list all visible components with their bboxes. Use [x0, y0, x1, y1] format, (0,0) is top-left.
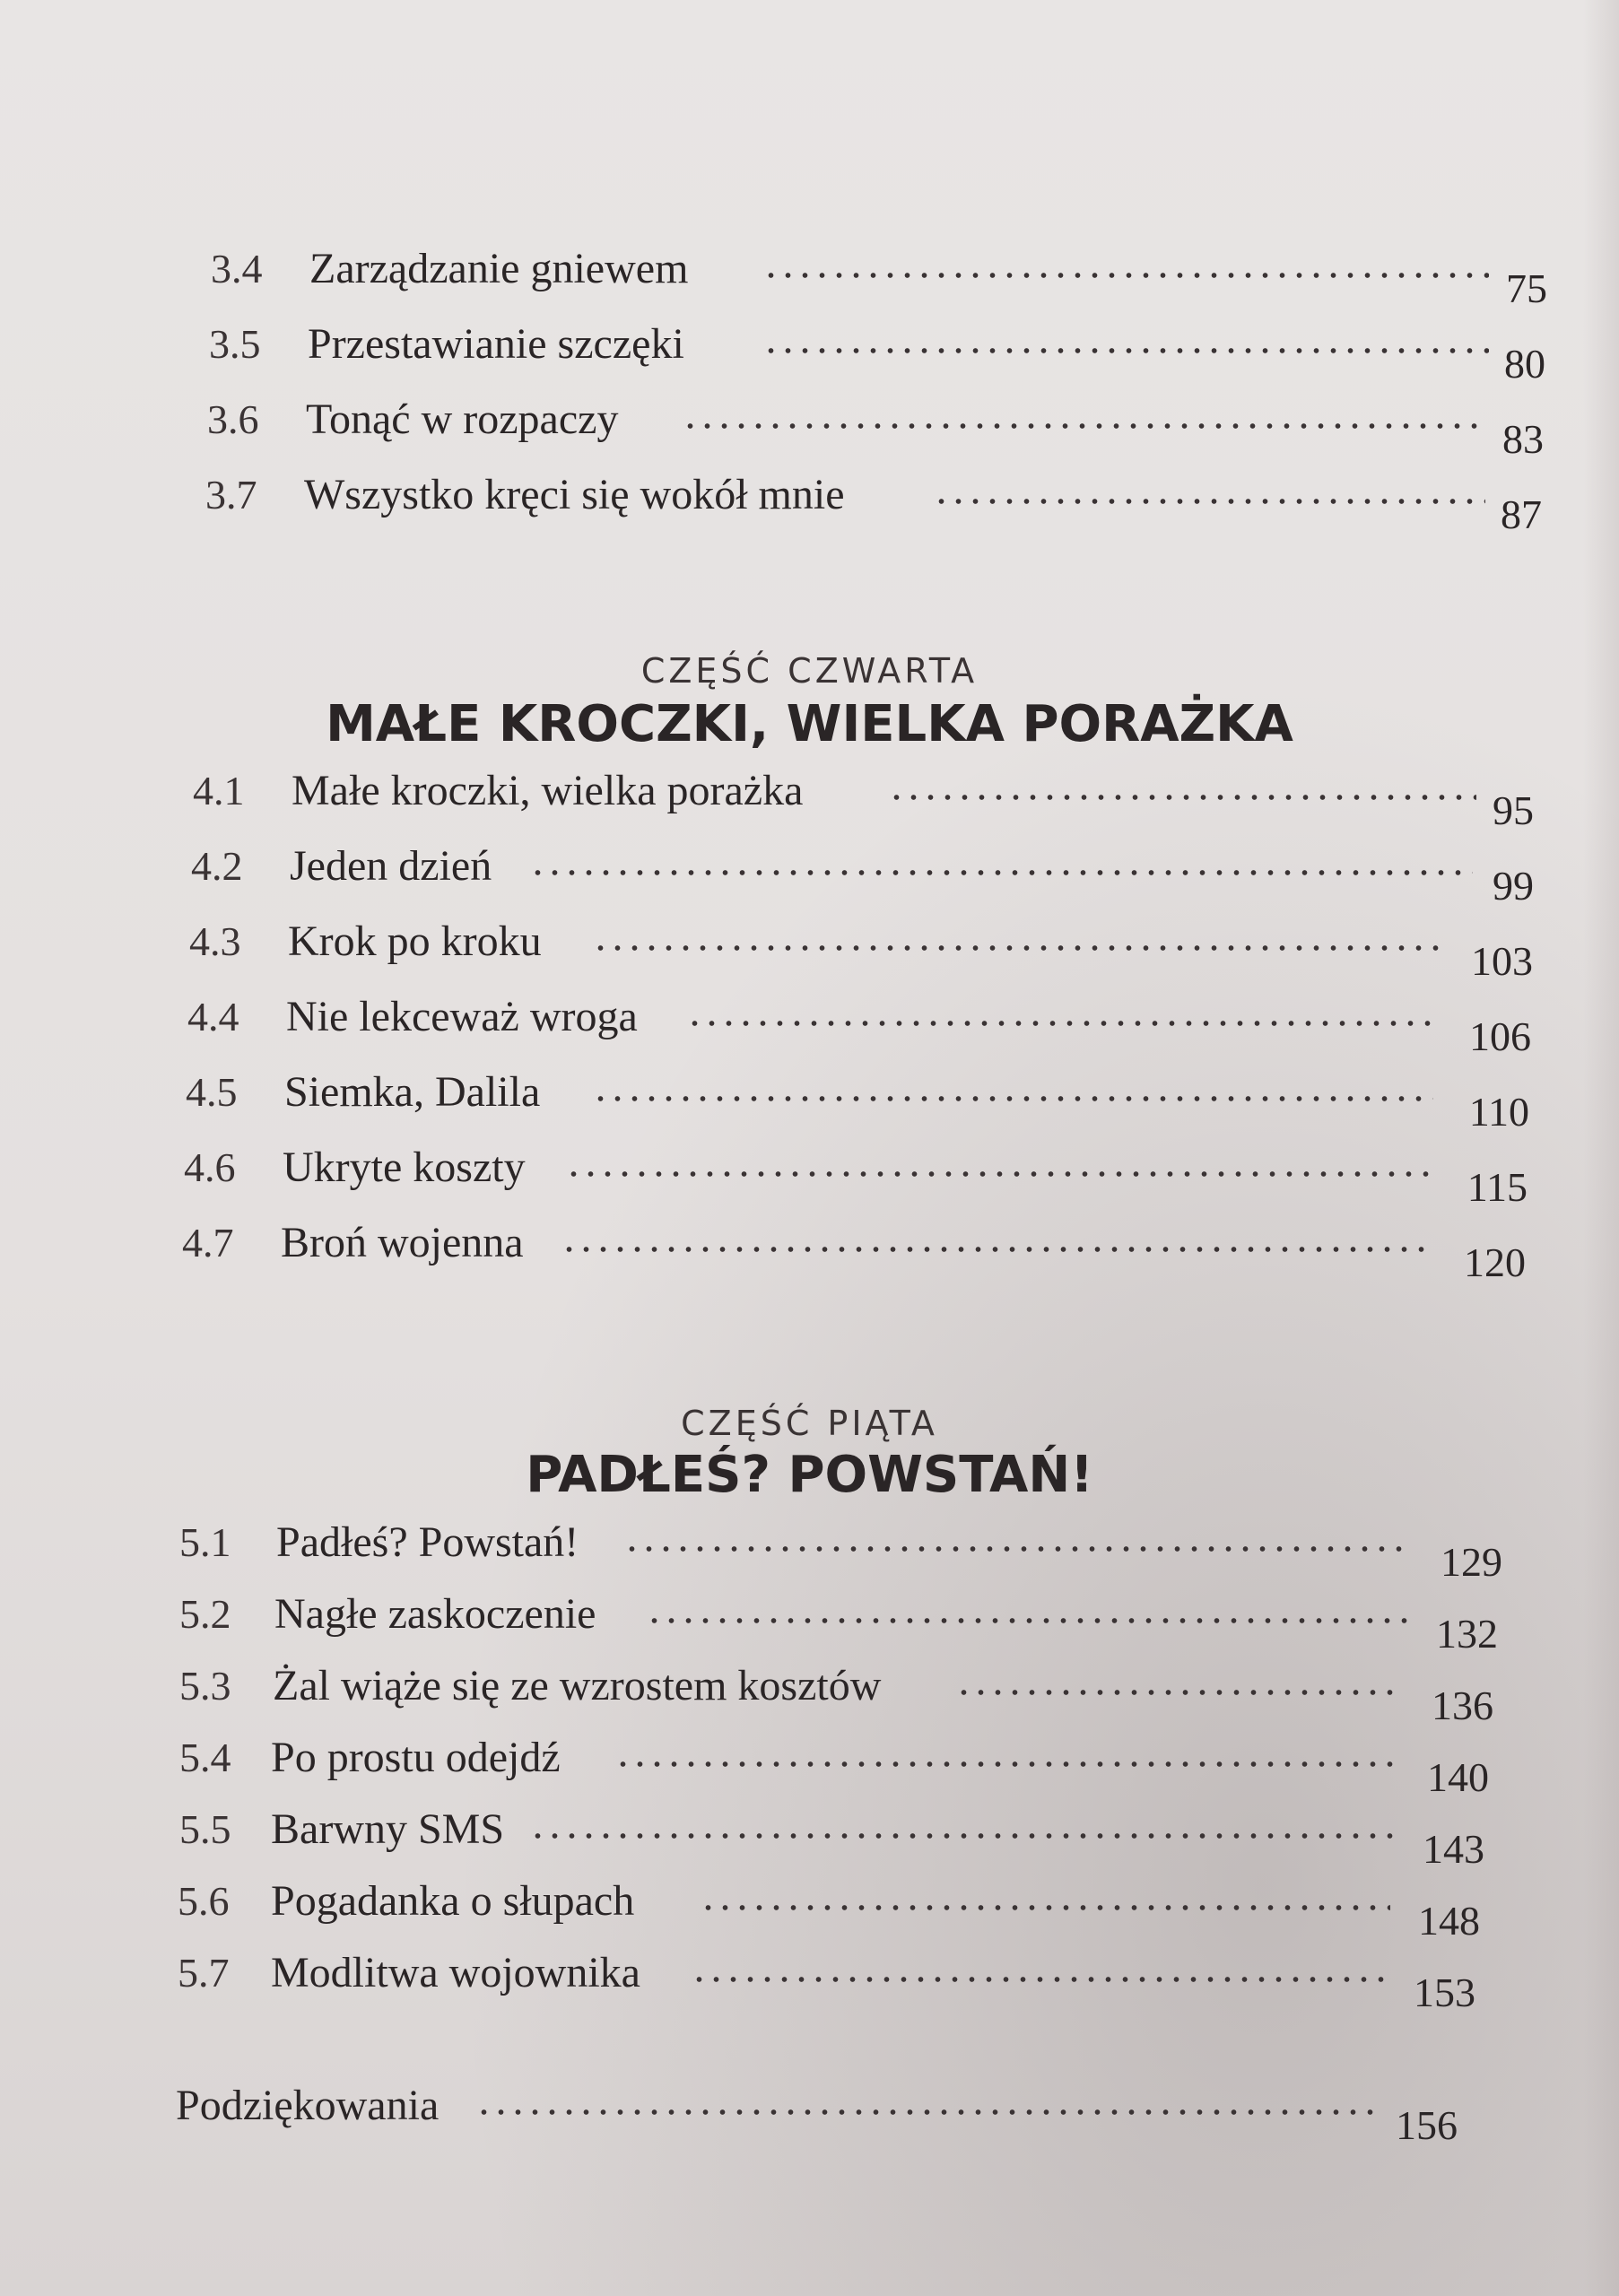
- toc-entry: [0, 1065, 1619, 1141]
- toc-entry: [0, 468, 1619, 544]
- entry-page: 120: [1464, 1239, 1526, 1285]
- toc-entry: [0, 839, 1619, 915]
- entry-number: 5.5: [179, 1806, 231, 1852]
- part-label: CZĘŚĆ CZWARTA: [640, 651, 979, 691]
- entry-title: Podziękowania: [176, 2082, 440, 2129]
- entry-number: 4.6: [184, 1144, 236, 1190]
- dot-leader: [646, 1614, 1408, 1627]
- entry-page: 148: [1418, 1898, 1480, 1944]
- toc-entry: [0, 1216, 1619, 1292]
- dot-leader: [592, 1092, 1433, 1105]
- entry-title: Małe kroczki, wielka porażka: [292, 767, 804, 814]
- entry-title: Wszystko kręci się wokół mnie: [304, 471, 845, 518]
- entry-title: Tonąć w rozpaczy: [306, 396, 619, 443]
- dot-leader: [762, 344, 1489, 357]
- entry-title: Ukryte koszty: [283, 1144, 526, 1191]
- toc-entry: [0, 1803, 1619, 1874]
- entry-number: 5.6: [178, 1878, 230, 1924]
- dot-leader: [565, 1168, 1432, 1180]
- dot-leader: [561, 1243, 1429, 1256]
- entry-number: 5.1: [179, 1519, 231, 1565]
- dot-leader: [762, 269, 1489, 282]
- entry-page: 140: [1427, 1754, 1489, 1800]
- entry-page: 99: [1493, 863, 1534, 909]
- entry-title: Pogadanka o słupach: [271, 1877, 635, 1925]
- toc-entry: [0, 1874, 1619, 1946]
- entry-title: Nie lekceważ wroga: [286, 993, 638, 1040]
- entry-title: Zarządzanie gniewem: [309, 245, 689, 292]
- toc-entry: [0, 915, 1619, 990]
- entry-title: Żal wiąże się ze wzrostem kosztów: [273, 1662, 882, 1709]
- entry-page: 110: [1468, 1089, 1529, 1135]
- entry-number: 5.2: [179, 1591, 231, 1637]
- toc-entry: [0, 2079, 1619, 2154]
- entry-title: Nagłe zaskoczenie: [274, 1590, 596, 1638]
- entry-page: 153: [1414, 1970, 1475, 2015]
- entry-number: 5.7: [178, 1950, 230, 1996]
- entry-page: 129: [1441, 1539, 1502, 1585]
- entry-page: 136: [1432, 1683, 1493, 1728]
- part-title: PADŁEŚ? POWSTAŃ!: [526, 1446, 1093, 1504]
- toc-entry: [0, 1659, 1619, 1731]
- entry-number: 5.3: [179, 1663, 231, 1709]
- entry-title: Modlitwa wojownika: [271, 1949, 640, 1996]
- dot-leader: [700, 1901, 1390, 1914]
- toc-section-4: [0, 764, 1619, 1292]
- part-title: MAŁE KROCZKI, WIELKA PORAŻKA: [326, 695, 1293, 753]
- dot-leader: [686, 1017, 1436, 1030]
- toc-entry: [0, 1946, 1619, 2018]
- entry-title: Przestawianie szczęki: [308, 320, 684, 368]
- entry-number: 4.3: [189, 918, 241, 964]
- dot-leader: [955, 1686, 1404, 1699]
- entry-page: 156: [1396, 2102, 1458, 2148]
- entry-page: 80: [1504, 341, 1545, 387]
- entry-number: 4.4: [187, 994, 239, 1039]
- dot-leader: [691, 1973, 1386, 1986]
- toc-acknowledgements: [0, 2079, 1619, 2154]
- dot-leader: [529, 866, 1473, 879]
- toc-entry: [0, 1587, 1619, 1659]
- toc-entry: [0, 317, 1619, 393]
- entry-page: 115: [1467, 1164, 1528, 1210]
- entry-page: 95: [1493, 787, 1534, 833]
- entry-page: 75: [1506, 265, 1547, 311]
- toc-entry: [0, 764, 1619, 839]
- entry-number: 3.6: [207, 396, 259, 442]
- dot-leader: [623, 1543, 1413, 1555]
- entry-page: 83: [1502, 416, 1544, 462]
- entry-number: 4.2: [191, 843, 243, 889]
- dot-leader: [475, 2106, 1377, 2118]
- dot-leader: [529, 1830, 1395, 1842]
- toc-entry: [0, 393, 1619, 468]
- dot-leader: [888, 791, 1476, 804]
- entry-number: 4.1: [193, 768, 245, 813]
- dot-leader: [614, 1758, 1399, 1770]
- toc-section-3: [0, 242, 1619, 544]
- toc-entry: [0, 1141, 1619, 1216]
- toc-entry: [0, 1731, 1619, 1803]
- entry-page: 143: [1423, 1826, 1484, 1872]
- dot-leader: [592, 942, 1440, 954]
- entry-number: 4.7: [182, 1220, 234, 1265]
- toc-entry: [0, 990, 1619, 1065]
- entry-page: 106: [1469, 1013, 1531, 1059]
- dot-leader: [933, 495, 1485, 508]
- entry-title: Krok po kroku: [288, 918, 542, 965]
- entry-title: Po prostu odejdź: [271, 1734, 561, 1781]
- toc-entry: [0, 1516, 1619, 1587]
- entry-title: Siemka, Dalila: [284, 1068, 541, 1116]
- entry-title: Barwny SMS: [271, 1805, 505, 1853]
- dot-leader: [682, 420, 1487, 432]
- entry-page: 103: [1471, 938, 1533, 984]
- entry-title: Broń wojenna: [281, 1219, 524, 1266]
- entry-number: 3.4: [211, 246, 263, 291]
- part-label: CZĘŚĆ PIĄTA: [681, 1404, 938, 1443]
- entry-title: Jeden dzień: [290, 842, 492, 890]
- entry-number: 4.5: [186, 1069, 238, 1115]
- toc-section-5: [0, 1516, 1619, 2018]
- entry-title: Padłeś? Powstań!: [276, 1518, 579, 1566]
- entry-page: 87: [1501, 491, 1542, 537]
- toc-entry: [0, 242, 1619, 317]
- entry-number: 3.7: [205, 472, 257, 517]
- entry-page: 132: [1436, 1611, 1498, 1657]
- entry-number: 5.4: [179, 1735, 231, 1780]
- entry-number: 3.5: [209, 321, 261, 367]
